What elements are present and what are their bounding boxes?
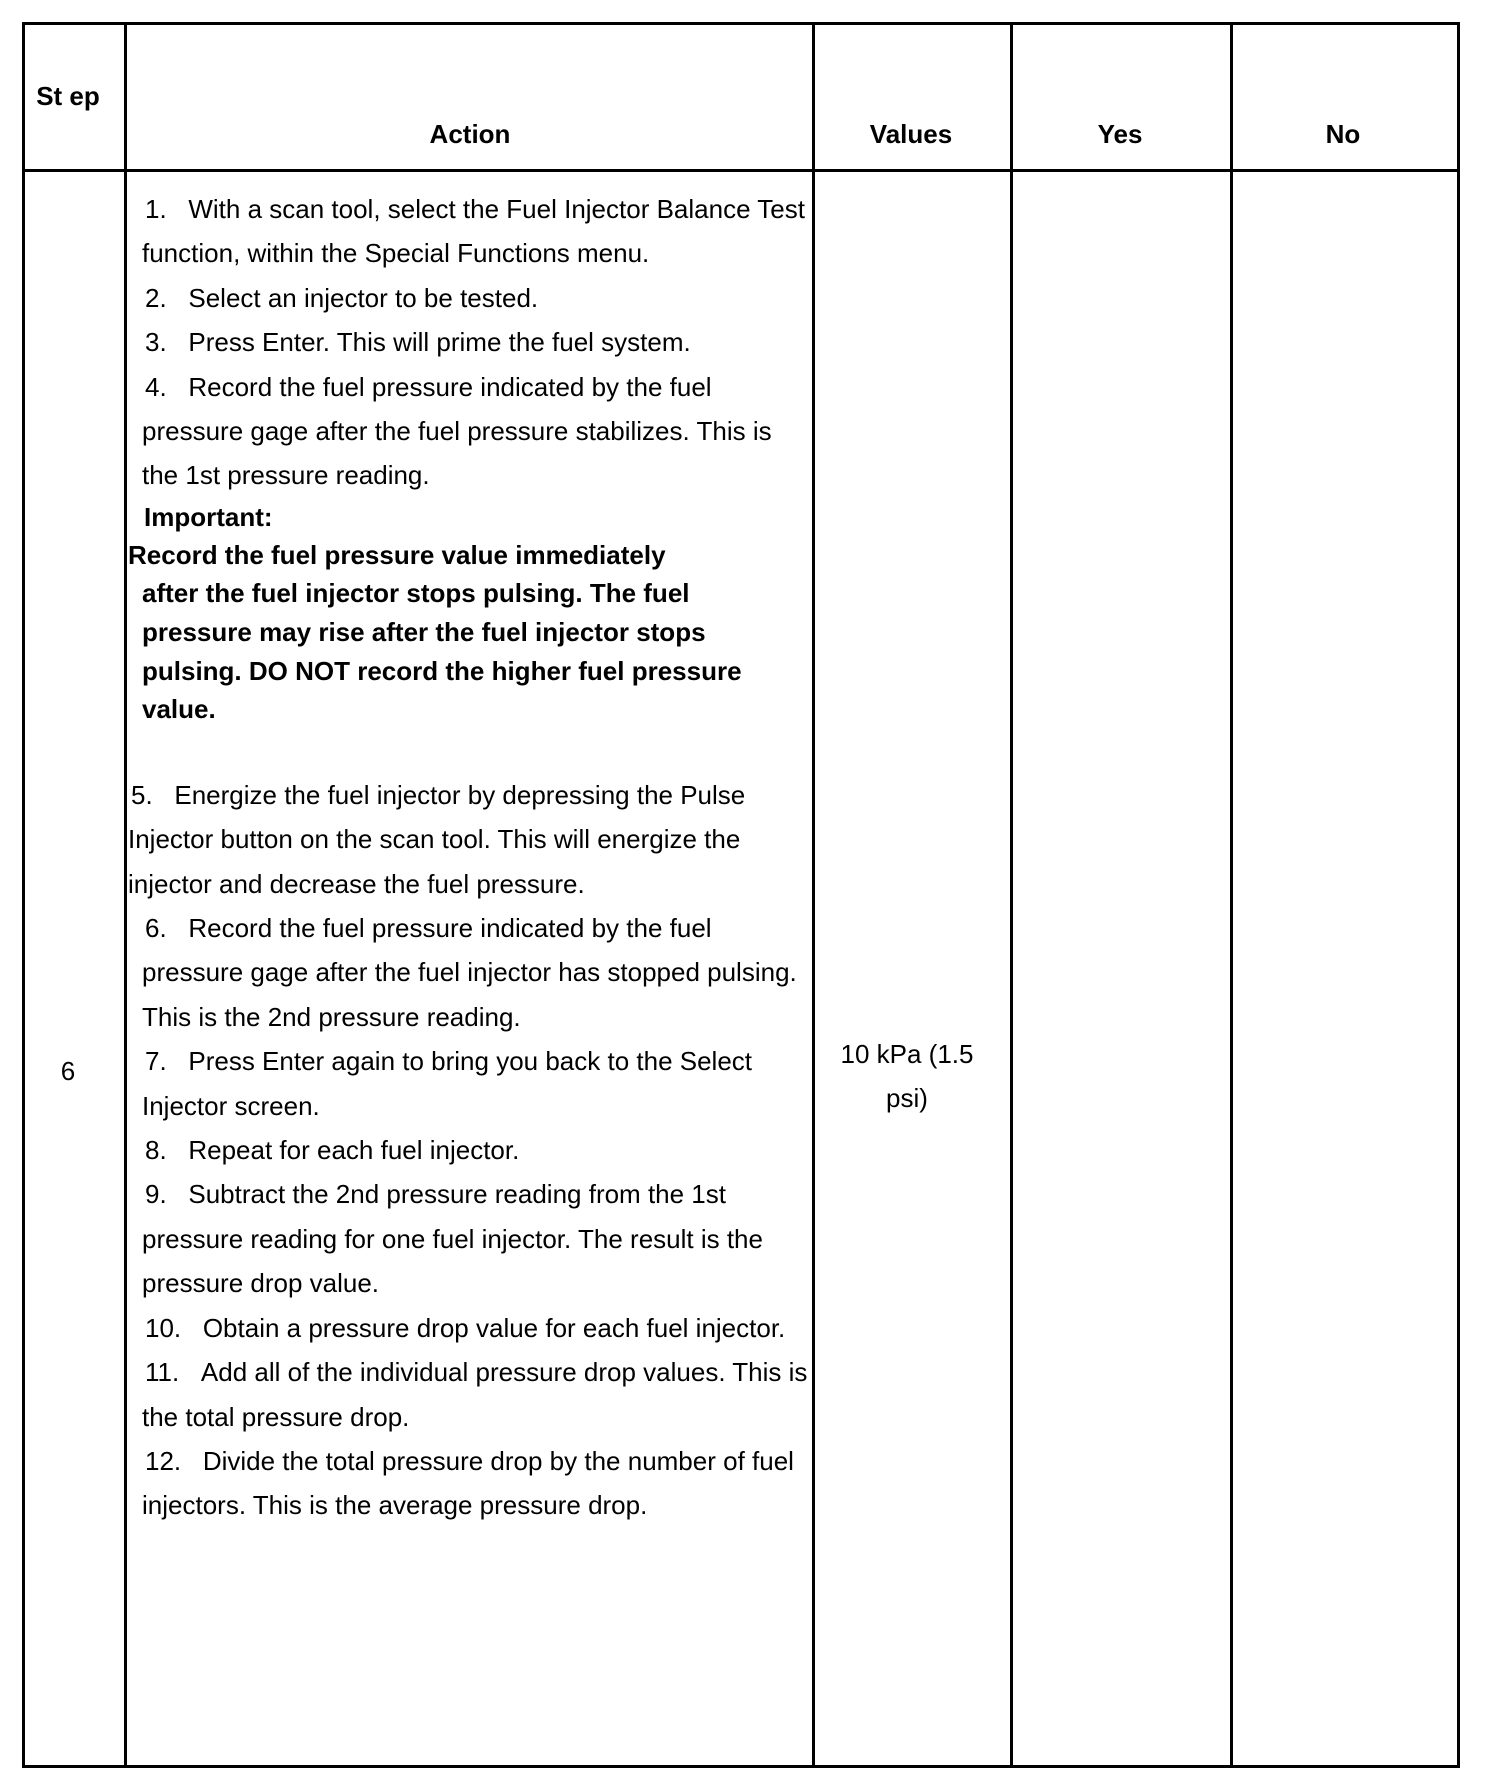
action-step (128, 320, 808, 364)
column-divider (1010, 25, 1013, 1765)
action-step (128, 365, 808, 498)
action-step (128, 1039, 808, 1128)
action-step-number: 8. (145, 1135, 189, 1166)
action-step-number: 6. (145, 913, 189, 944)
action-cell (128, 187, 808, 1528)
action-step-text: Add all of the individual pressure drop values. This is the total pressure drop. (142, 1357, 808, 1432)
spacer (128, 729, 808, 773)
header-yes: Yes (1097, 119, 1143, 149)
column-divider (1230, 25, 1233, 1765)
action-step-number: 12. (145, 1445, 203, 1476)
action-step-number: 7. (145, 1046, 189, 1077)
header-no: No (1325, 119, 1361, 149)
important-text-line: Record the fuel pressure value immediately (128, 539, 666, 570)
action-step-text: With a scan tool, select the Fuel Injector Balance Test function, within the Special Functions menu. (142, 194, 805, 269)
column-divider (124, 25, 127, 1765)
action-step-number: 11. (145, 1357, 201, 1388)
values-cell: 10 kPa (1.5 psi) (840, 1039, 974, 1113)
important-text (128, 536, 778, 729)
action-step (128, 1128, 808, 1172)
action-step (128, 187, 808, 276)
action-step-text: Divide the total pressure drop by the number of fuel injectors. This is the average pressure drop. (142, 1445, 794, 1521)
important-text-continued: after the fuel injector stops pulsing. The fuel pressure may rise after the fuel injector stops pulsing. DO NOT record the higher fuel pressure value. (142, 578, 742, 725)
header-step: St ep (36, 81, 100, 111)
header-divider (25, 169, 1457, 172)
action-step (128, 1306, 808, 1350)
step-number: 6 (60, 1056, 76, 1086)
header-action: Action (429, 119, 511, 149)
action-step-text: Subtract the 2nd pressure reading from the 1st pressure reading for one fuel injector. The result is the pressure drop value. (142, 1179, 763, 1299)
action-step-number: 5. (131, 779, 175, 810)
action-step (128, 773, 808, 906)
action-step-text: Repeat for each fuel injector. (188, 1135, 520, 1166)
action-step (128, 276, 808, 320)
action-step-number: 10. (145, 1312, 203, 1343)
action-steps-after (128, 773, 808, 1528)
action-step-number: 3. (145, 327, 189, 358)
action-step-text: Press Enter again to bring you back to the Select Injector screen. (142, 1046, 753, 1121)
action-step-text: Energize the fuel injector by depressing the Pulse Injector button on the scan tool. This will energize the injector and decrease the fuel pressure. (128, 779, 746, 899)
action-step-text: Obtain a pressure drop value for each fuel injector. (202, 1312, 786, 1343)
action-step (128, 1350, 808, 1439)
action-step-number: 4. (145, 371, 189, 402)
action-step-number: 1. (145, 194, 189, 224)
column-divider (812, 25, 815, 1765)
header-values: Values (869, 119, 953, 149)
action-step-text: Select an injector to be tested. (188, 282, 539, 313)
action-step-text: Press Enter. This will prime the fuel system. (188, 327, 691, 358)
action-step (128, 906, 808, 1039)
action-steps-before (128, 187, 808, 498)
action-step-number: 2. (145, 282, 189, 313)
important-title: Important: (144, 501, 273, 532)
action-step (128, 1439, 808, 1528)
action-step (128, 1172, 808, 1305)
action-step-text: Record the fuel pressure indicated by the fuel pressure gage after the fuel pressure stabilizes. This is the 1st pressure reading. (142, 371, 772, 491)
action-step-text: Record the fuel pressure indicated by the fuel pressure gage after the fuel injector has stopped pulsing. This is the 2nd pressure reading. (142, 913, 797, 1032)
action-step-number: 9. (145, 1179, 189, 1210)
